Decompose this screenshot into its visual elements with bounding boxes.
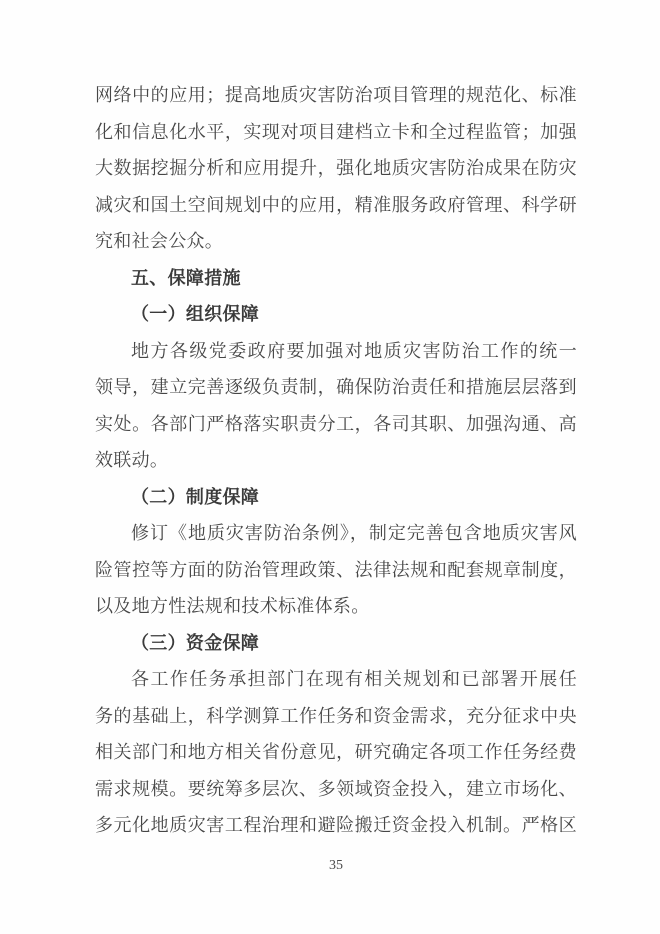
- text-line: 究和社会公众。: [95, 231, 224, 251]
- subsection-heading-funding: （三）资金保障: [131, 632, 260, 653]
- paragraph-institution: [95, 515, 577, 625]
- subsection-heading-organization: （一）组织保障: [131, 304, 260, 324]
- text-line: 领导，建立完善逐级负责制，确保防治责任和措施层层落到: [95, 377, 577, 397]
- text-line: 险管控等方面的防治管理政策、法律法规和配套规章制度，: [95, 559, 577, 580]
- text-line: 效联动。: [95, 450, 169, 470]
- paragraph-organization: [95, 333, 577, 479]
- text-line: 地方各级党委政府要加强对地质灾害防治工作的统一: [131, 340, 577, 361]
- text-line: 网络中的应用；提高地质灾害防治项目管理的规范化、标准: [95, 85, 577, 105]
- text-line: 务的基础上，科学测算工作任务和资金需求，充分征求中央: [95, 705, 577, 726]
- text-line: 相关部门和地方相关省份意见，研究确定各项工作任务经费: [95, 742, 577, 762]
- text-line: 修订《地质灾害防治条例》，制定完善包含地质灾害风: [131, 523, 577, 543]
- text-line: 减灾和国土空间规划中的应用，精准服务政府管理、科学研: [95, 194, 577, 215]
- text-line: 大数据挖掘分析和应用提升，强化地质灾害防治成果在防灾: [95, 158, 577, 178]
- text-line: 以及地方性法规和技术标准体系。: [95, 596, 370, 616]
- paragraph-funding: [95, 661, 577, 844]
- text-line: 化和信息化水平，实现对项目建档立卡和全过程监管；加强: [95, 121, 577, 142]
- paragraph-continued: [95, 77, 577, 260]
- text-line: 需求规模。要统筹多层次、多领域资金投入，建立市场化、: [95, 778, 577, 799]
- text-line: 实处。各部门严格落实职责分工，各司其职、加强沟通、高: [95, 413, 577, 434]
- section-heading: 五、保障措施: [131, 267, 241, 288]
- page-number: 35: [329, 857, 343, 873]
- page-footer: [95, 856, 577, 876]
- text-line: 各工作任务承担部门在现有相关规划和已部署开展任: [131, 669, 577, 689]
- subsection-heading-institution: （二）制度保障: [131, 486, 260, 507]
- text-line: 多元化地质灾害工程治理和避险搬迁资金投入机制。严格区: [95, 815, 577, 835]
